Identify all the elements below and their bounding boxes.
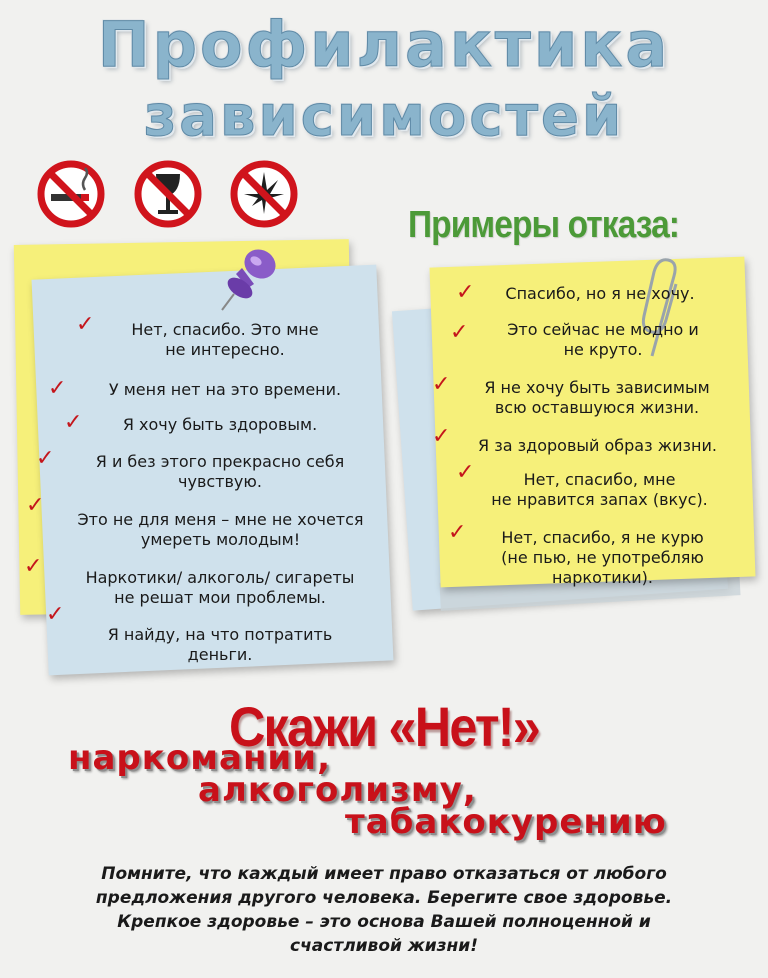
right-refusal-item-3: Я не хочу быть зависимым всю оставшуюся жизни. (484, 378, 710, 417)
no-drugs-icon (230, 160, 298, 228)
red-word-narcomania: наркомании, (68, 738, 331, 778)
reminder-text: Помните, что каждый имеет право отказаться от любого предложения другого человека. Берегите свое здоровье. Крепкое здоровье – это основа Вашей полноценной и счастливой жизни! (95, 864, 673, 956)
right-refusal-item-4: Я за здоровый образ жизни. (478, 436, 717, 455)
checkmark-icon: ✓ (456, 460, 475, 485)
checkmark-icon: ✓ (450, 320, 469, 345)
push-pin-icon (212, 244, 282, 316)
left-refusal-item-2: У меня нет на это времени. (108, 380, 342, 399)
checkmark-icon: ✓ (432, 372, 451, 397)
left-refusal-item-7: Я найду, на что потратить деньги. (107, 625, 333, 664)
checkmark-icon: ✓ (46, 602, 65, 627)
red-word-smoking: табакокурению (345, 802, 667, 842)
left-refusal-item-4: Я и без этого прекрасно себя чувствую. (95, 452, 345, 491)
right-refusal-item-1: Спасибо, но я не хочу. (505, 284, 695, 303)
left-refusal-item-1: Нет, спасибо. Это мне не интересно. (131, 320, 319, 359)
checkmark-icon: ✓ (448, 520, 467, 545)
say-no-heading: Скажи «Нет!» (228, 695, 540, 758)
left-refusal-item-5: Это не для меня – мне не хочется умереть молодым! (77, 510, 364, 549)
checkmark-icon: ✓ (76, 312, 95, 337)
checkmark-icon: ✓ (36, 446, 55, 471)
checkmark-icon: ✓ (26, 493, 45, 518)
left-refusal-item-3: Я хочу быть здоровым. (122, 415, 318, 434)
checkmark-icon: ✓ (432, 424, 451, 449)
poster-title-line1: Профилактика (97, 8, 671, 81)
checkmark-icon: ✓ (48, 376, 67, 401)
checkmark-icon: ✓ (24, 554, 43, 579)
right-refusal-item-5: Нет, спасибо, мне не нравится запах (вкус). (491, 470, 708, 509)
poster-title-line2: зависимостей (143, 84, 625, 149)
examples-heading: Примеры отказа: (408, 204, 680, 246)
checkmark-icon: ✓ (64, 410, 83, 435)
right-refusal-item-2: Это сейчас не модно и не круто. (507, 320, 699, 359)
checkmark-icon: ✓ (456, 280, 475, 305)
left-refusal-item-6: Наркотики/ алкоголь/ сигареты не решат мои проблемы. (85, 568, 355, 607)
red-word-alcoholism: алкоголизму, (198, 770, 477, 810)
no-alcohol-icon (134, 160, 202, 228)
right-refusal-item-6: Нет, спасибо, я не курю (не пью, не употребляю наркотики). (501, 528, 704, 587)
no-smoking-icon (37, 160, 105, 228)
